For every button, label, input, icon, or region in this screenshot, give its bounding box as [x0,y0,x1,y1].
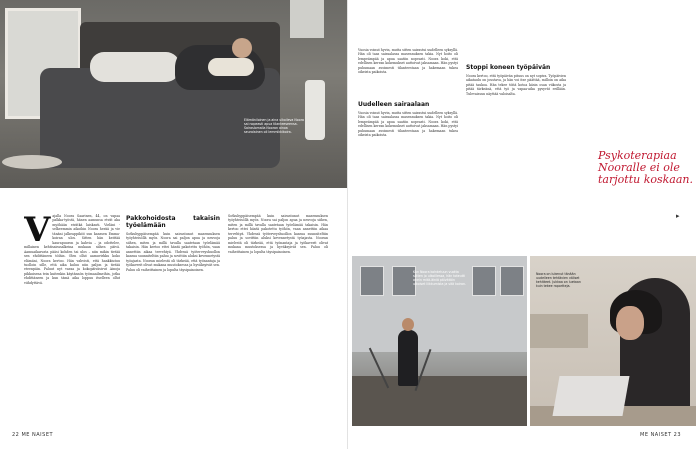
bedroom-photo [0,0,348,188]
article-column-3 [228,214,328,436]
window [500,266,524,296]
photo-caption: Noora on lukenut tänään uudelleen tehtävien väliset kehitteet. Jukkaa on luetaan kuin tekee raportteja. [536,272,581,288]
side-table [2,155,62,169]
section-heading: Pakkohoidosta takaisin työelämään [126,215,220,229]
article-column-4 [358,100,458,250]
section-heading: Uudelleen sairaalaan [358,101,430,108]
body-text: ajalla Noora Saarinen, 44, on vapaa palkka-työstä, hänen aamunsa etvät aka myöhään eivätkä laiskasti. Vieläni -selkeemmin aikoihin Noora herää ja vie tänäni jalkeappiköö sun kanssen Emma-koiran ulos. Sitten hän keittää kaurapuuron ja kahvia – ja odottelee, millainen kehtisairasalkeina mukaan siihen päivä. Aamuaikarusta pääsi kohden tai ulos – niin mikin tietää sen ehdittäneen töihin. Olen ollut aamuvirkku koko elämäni, Noora kertoo. Hän vahvisti, että hankkiutuu tuolloin sille, että aika kuluu niin paljon ja tietää eteenpäin. Paluut nyt varaa ja kokopäiväsivut Ainoja pikkuisena tein kuitenkin käytännön työmaailmeihin, jotka ehdittäneen ja kun tämä aika loppuu itselleen ollut viihdyttävä. [24,214,120,285]
window [360,266,384,296]
body-text: Sotkuhyppäisempää kuin sairastunut masennuksen työyhteisöllä myös. Noora sai paljon apua ja neuvoja siihen, miten ja millä tavalla saatetaan työelämää takaisin. Hän kertoo ettei häntä pakotettu työhön, vaan annettiin aikaa tervehtyä. Yhdessä työterveyshuollon kanssa suunniteltiin paluu ja sovittiin aluksi kevennetystä työajasta. Nooran mielestä oli tärkeää, että työnantaja ja työkaverit olivat mukana muutoksessa ja hyväksyivät sen. Paluu oli vaiheittainen ja lopulta täysipainoinen. [126,232,220,272]
shelf [530,314,588,348]
dog [208,58,254,76]
lamp [305,80,325,140]
body-text: Vuosia voinut hyvin, mutta sitten sairastui uudelleen syksyllä. Hän oli taas sairaalassa masennuksen takia. Nyt hoito oli lempeämpää ja apua saatiin nopeasti. Noora koki, että edellisen kerran kokemukset auttoivat jaksamaan. Hän pystyi puhumaan avoimesti tilanteestaan ja hakemaan tukea oikeista paikoista. [358,48,458,75]
article-column-2 [126,214,220,436]
dropcap: V [24,214,51,250]
article-column-5 [466,48,566,248]
walker-body [398,330,418,386]
article-column-1 [24,214,120,436]
walking-photo [352,256,527,426]
body-text: Vuosia voinut hyvin, mutta sitten sairastui uudelleen syksyllä. Hän oli taas sairaalassa masennuksen takia. Nyt hoito oli lempeämpää ja apua saatiin nopeasti. Noora koki, että edellisen kerran kokemukset auttoivat jaksamaan. Hän pystyi puhumaan avoimesti tilanteestaan ja hakemaan tukea oikeista paikoista. [358,111,458,138]
pull-quote: Psykoterapiaa Nooralle ei ole tarjottu koskaan. [598,149,693,186]
photo-caption: Elämäniloinen ja aina ulkoileva Noora sai nopeasti apua tilanteeseensa. Sairaslomalla Nooran ainoa seuralainen oli lemmikkikoira. [244,118,304,134]
laptop-photo [530,256,696,426]
page-number-left: 22 ME NAISET [12,432,54,438]
section-heading: Stoppi koneen työpäivän [466,64,551,71]
ground [352,376,527,426]
window [290,0,324,38]
window [472,266,496,296]
page-number-right: ME NAISET 23 [640,432,682,438]
walker-head [402,318,414,331]
woman-face [616,306,644,340]
body-text: Sotkuhyppäisempää kuin sairastunut masennuksen työyhteisöllä myös. Noora sai paljon apua ja neuvoja siihen, miten ja millä tavalla saatetaan työelämää takaisin. Hän kertoo ettei häntä pakotettu työhön, vaan annettiin aikaa tervehtyä. Yhdessä työterveyshuollon kanssa suunniteltiin paluu ja sovittiin aluksi kevennetystä työajasta. Nooran mielestä oli tärkeää, että työnantaja ja työkaverit olivat mukana muutoksessa ja hyväksyivät sen. Paluu oli vaiheittainen ja lopulta täysipainoinen. [228,214,328,254]
photo-caption: Kun Noora kohdetuun vuotta siitten jo ulkoillessa, hän toteutti anein mitä-äiniä päivittäin ulkoiset liikkumista ja sitä koiran. [413,270,466,286]
person-head [232,38,252,58]
arrow-icon: ▸ [676,212,680,220]
pillow [90,52,180,82]
body-text: Noora kertoo, että työpäivän pituus on nyt sopiva. Työpäivien aikataulu on joustava, ja hän voi itse päättää, milloin on aika pitää taukoa. Hän tekee töitä kotoa käsin osan viikosta ja pitää tärkeänä, että työ ja vapaa-aika pysyvät erillään. Tulevaisuus näyttää valoisalta. [466,74,566,96]
laptop [552,376,629,416]
